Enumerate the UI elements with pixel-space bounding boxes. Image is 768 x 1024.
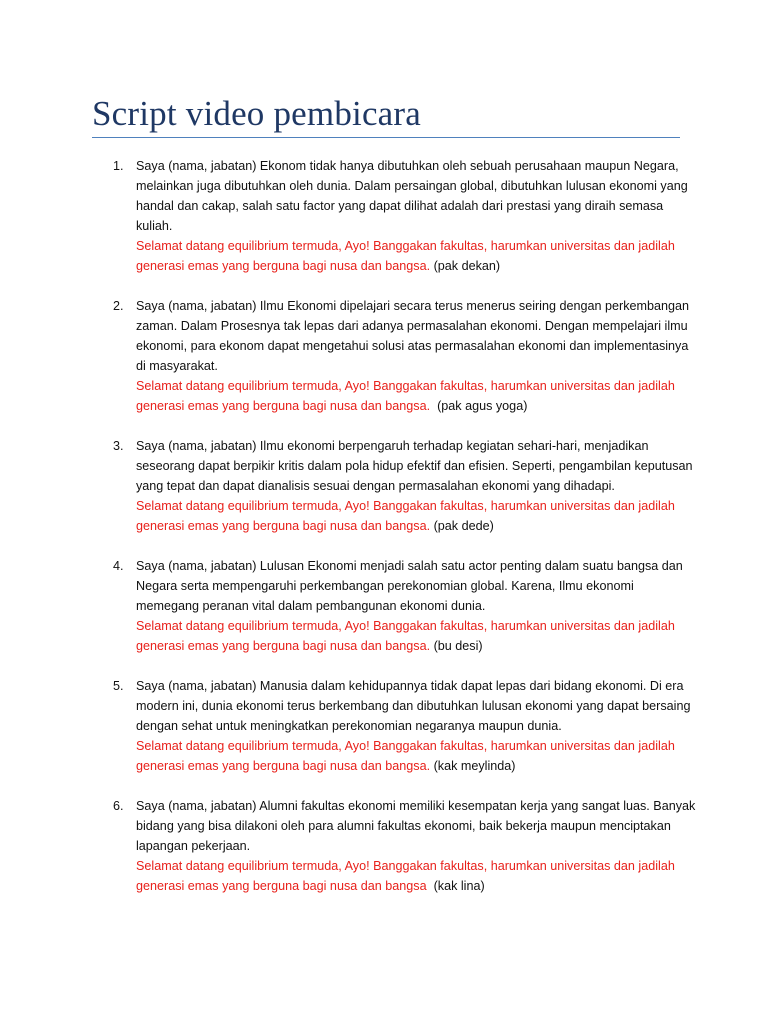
- item-slogan: Selamat datang equilibrium termuda, Ayo! Banggakan fakultas, harumkan universitas dan jadilah generasi emas yang berguna bagi nusa dan bangsa: [136, 859, 675, 893]
- item-text: Saya (nama, jabatan) Ekonom tidak hanya dibutuhkan oleh sebuah perusahaan maupun Negara, melainkan juga dibutuhkan oleh dunia. Dalam persaingan global, dibutuhkan lulusan ekonomi yang handal dan cakap, salah satu factor yang dapat dilihat adalah dari prestasi yang diraih semasa kuliah.: [136, 159, 688, 233]
- title-underline: [92, 137, 680, 138]
- item-text: Saya (nama, jabatan) Ilmu Ekonomi dipelajari secara terus menerus seiring dengan perkembangan zaman. Dalam Prosesnya tak lepas dari adanya permasalahan ekonomi. Dengan mempelajari ilmu ekonomi, para ekonom dapat mengetahui solusi atas permasalahan ekonomi dan implementasinya di masyarakat.: [136, 299, 690, 373]
- item-text: Saya (nama, jabatan) Alumni fakultas ekonomi memiliki kesempatan kerja yang sangat luas. Banyak bidang yang bisa dilakoni oleh para alumni fakultas ekonomi, baik bekerja maupun menciptakan lapangan pekerjaan.: [136, 799, 696, 853]
- item-text: Saya (nama, jabatan) Manusia dalam kehidupannya tidak dapat lepas dari bidang ekonomi. Di era modern ini, dunia ekonomi terus berkembang dan dibutuhkan lulusan ekonomi yang dapat bersaing dengan sehat untuk meningkatkan perekonomian negaranya maupun dunia.: [136, 679, 691, 733]
- item-slogan: Selamat datang equilibrium termuda, Ayo! Banggakan fakultas, harumkan universitas dan jadilah generasi emas yang berguna bagi nusa dan bangsa.: [136, 619, 675, 653]
- list-item: [0, 796, 768, 896]
- item-speaker: (kak lina): [430, 879, 485, 893]
- item-number: 5.: [113, 679, 124, 693]
- item-slogan: Selamat datang equilibrium termuda, Ayo! Banggakan fakultas, harumkan universitas dan jadilah generasi emas yang berguna bagi nusa dan bangsa.: [136, 499, 675, 533]
- item-speaker: (bu desi): [433, 639, 483, 653]
- item-number: 6.: [113, 799, 124, 813]
- item-slogan: Selamat datang equilibrium termuda, Ayo! Banggakan fakultas, harumkan universitas dan jadilah generasi emas yang berguna bagi nusa dan bangsa.: [136, 739, 675, 773]
- item-number: 2.: [113, 299, 124, 313]
- item-speaker: (pak dede): [433, 519, 494, 533]
- item-number: 3.: [113, 439, 124, 453]
- item-speaker: (pak agus yoga): [433, 399, 528, 413]
- item-slogan: Selamat datang equilibrium termuda, Ayo! Banggakan fakultas, harumkan universitas dan jadilah generasi emas yang berguna bagi nusa dan bangsa.: [136, 239, 675, 273]
- item-slogan: Selamat datang equilibrium termuda, Ayo! Banggakan fakultas, harumkan universitas dan jadilah generasi emas yang berguna bagi nusa dan bangsa.: [136, 379, 675, 413]
- item-text: Saya (nama, jabatan) Lulusan Ekonomi menjadi salah satu actor penting dalam suatu bangsa dan Negara serta mempengaruhi perkembangan perekonomian global. Karena, Ilmu ekonomi memegang peranan vital dalam pembangunan ekonomi dunia.: [136, 559, 683, 613]
- item-speaker: (kak meylinda): [433, 759, 516, 773]
- list-item: [0, 676, 768, 776]
- list-item: [0, 436, 768, 536]
- item-number: 4.: [113, 559, 124, 573]
- item-speaker: (pak dekan): [433, 259, 501, 273]
- list-item: [0, 556, 768, 656]
- page-title: Script video pembicara: [92, 94, 422, 133]
- list-item: [0, 156, 768, 276]
- list-item: [0, 296, 768, 416]
- item-text: Saya (nama, jabatan) Ilmu ekonomi berpengaruh terhadap kegiatan sehari-hari, menjadikan seseorang dapat berpikir kritis dalam pola hidup efektif dan efisien. Seperti, pengambilan keputusan yang tepat dan dapat dianalisis sesuai dengan permasalahan ekonomi yang dihadapi.: [136, 439, 693, 493]
- script-list: [0, 156, 768, 916]
- item-number: 1.: [113, 159, 124, 173]
